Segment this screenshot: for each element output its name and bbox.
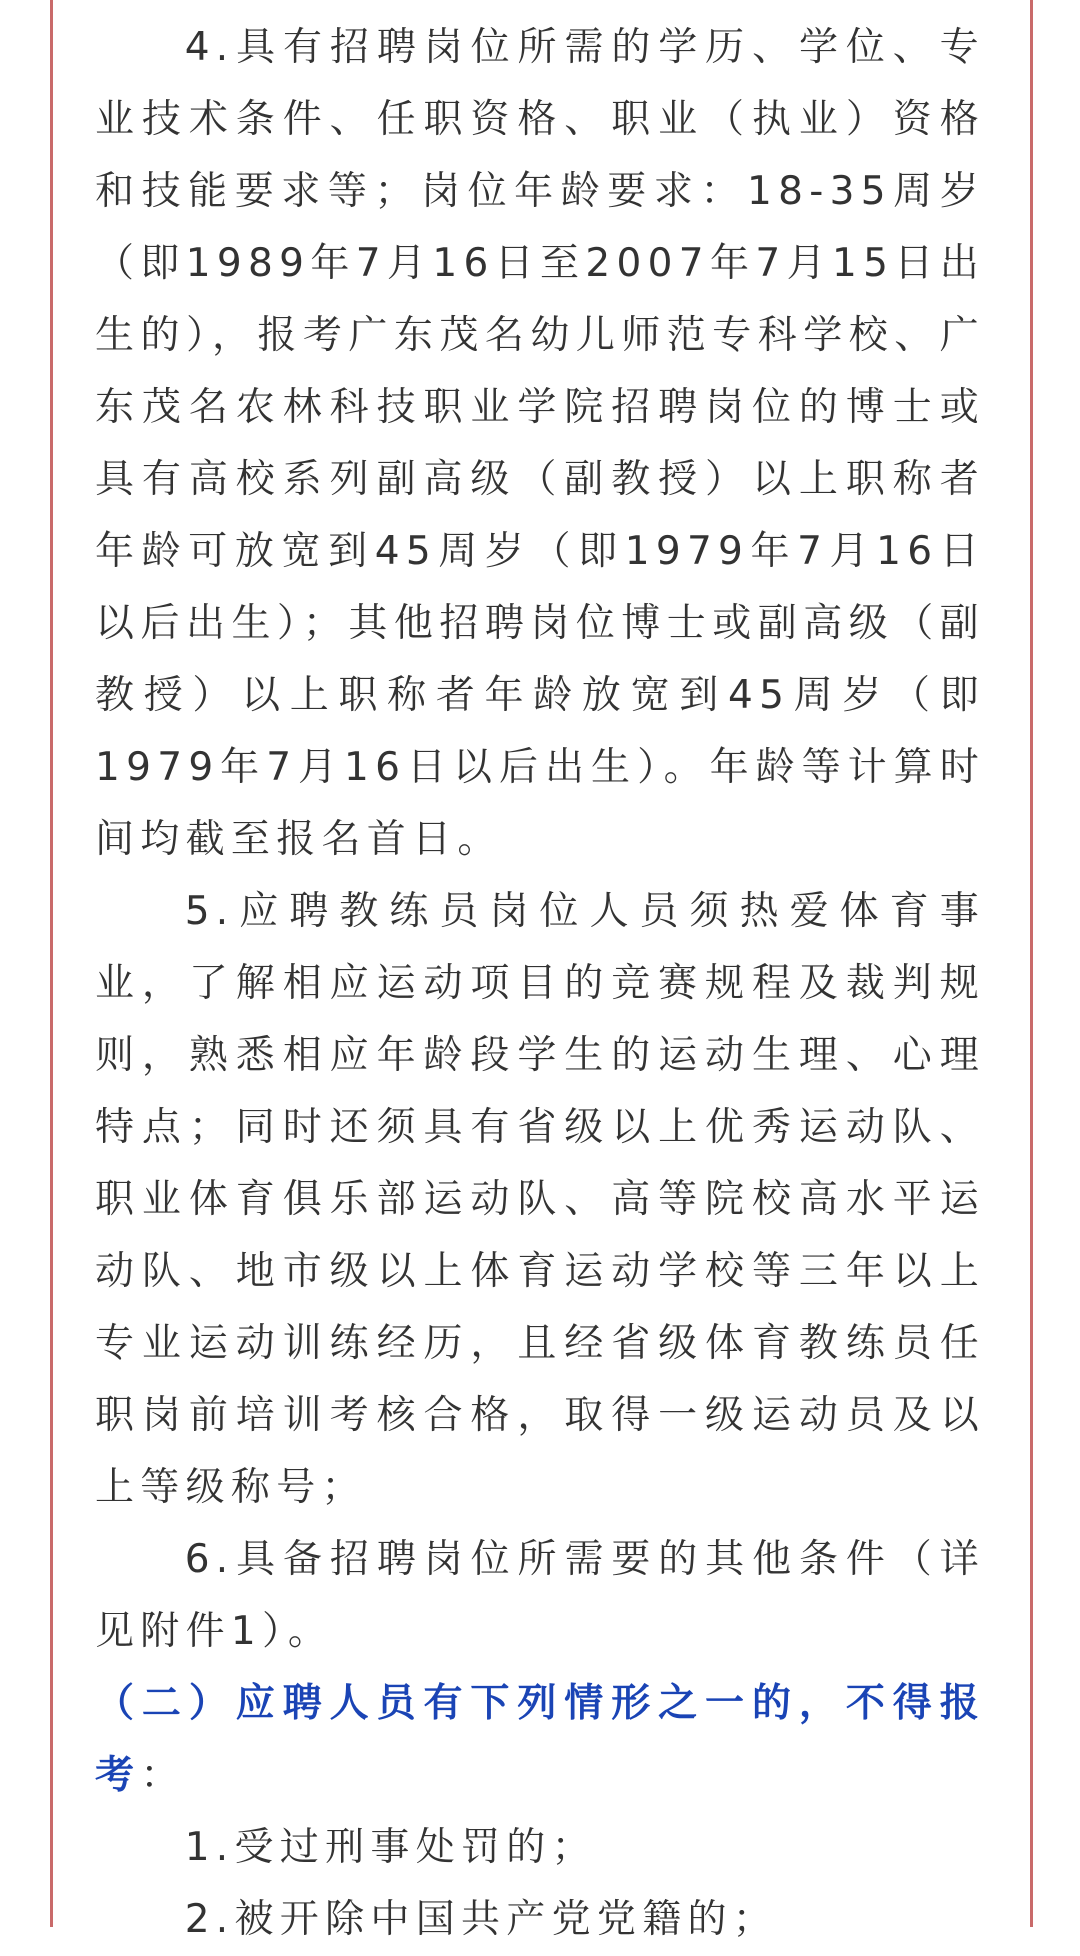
article-body — [95, 12, 985, 1956]
list-item: 2.被开除中国共产党党籍的； — [184, 1897, 779, 1942]
section-heading — [95, 1668, 985, 1812]
paragraph-age-requirement: 4.具有招聘岗位所需的学历、学位、专业技术条件、任职资格、职业（执业）资格和技能要求等；岗位年龄要求：18-35周岁（即1989年7月16日至2007年7月15日出生的），报考广东茂名幼儿师范专科学校、广东茂名农林科技职业学院招聘岗位的博士或具有高校系列副高级（副教授）以上职称者年龄可放宽到45周岁（即1979年7月16日以后出生）；其他招聘岗位博士或副高级（副教授）以上职称者年龄放宽到45周岁（即1979年7月16日以后出生）。年龄等计算时间均截至报名首日。 — [95, 25, 985, 862]
paragraph-coach-requirement: 5.应聘教练员岗位人员须热爱体育事业，了解相应运动项目的竞赛规程及裁判规则，熟悉相应年龄段学生的运动生理、心理特点；同时还须具有省级以上优秀运动队、职业体育俱乐部运动队、高等院校高水平运动队、地市级以上体育运动学校等三年以上专业运动训练经历，且经省级体育教练员任职岗前培训考核合格，取得一级运动员及以上等级称号； — [95, 889, 985, 1510]
section-heading-colon: ： — [140, 1753, 186, 1798]
right-border-line — [1030, 0, 1033, 1927]
section-heading-text: （二）应聘人员有下列情形之一的，不得报考 — [95, 1681, 985, 1798]
list-item: 1.受过刑事处罚的； — [184, 1825, 597, 1870]
paragraph-other-conditions: 6.具备招聘岗位所需要的其他条件（详见附件1）。 — [95, 1537, 985, 1654]
left-border-line — [50, 0, 53, 1927]
